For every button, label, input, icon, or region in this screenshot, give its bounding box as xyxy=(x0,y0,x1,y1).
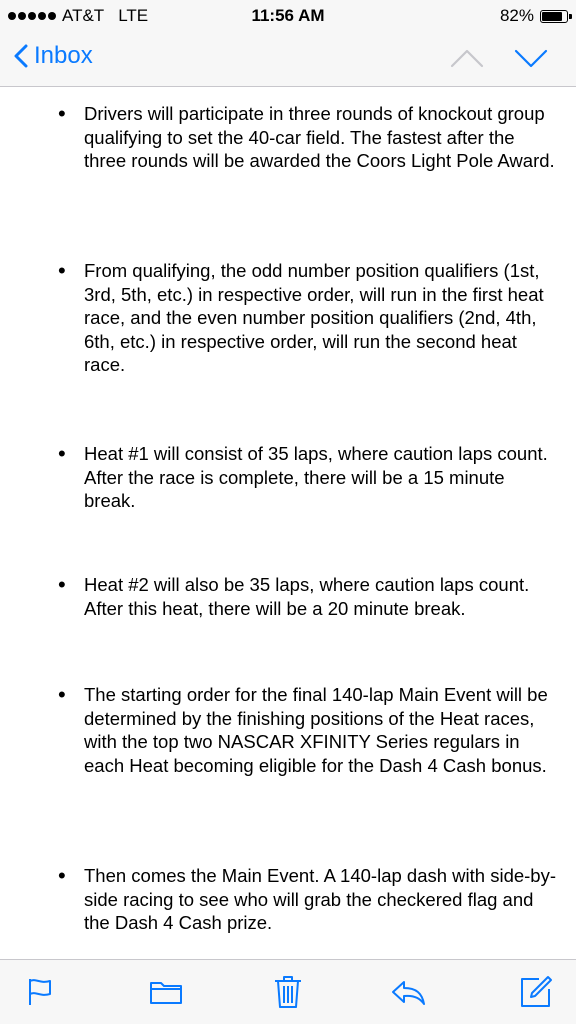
back-label: Inbox xyxy=(34,42,93,69)
bottom-toolbar xyxy=(0,959,576,1024)
nav-bar xyxy=(0,34,576,87)
carrier-name: AT&T xyxy=(62,6,105,25)
list-item xyxy=(62,442,556,513)
trash-button[interactable] xyxy=(270,974,306,1010)
trash-icon xyxy=(273,975,303,1009)
bullet-text: • Then comes the Main Event. A 140-lap dash with side-by-side racing to see who will grab the checkered flag and the Dash 4 Cash prize. xyxy=(84,865,557,933)
bullet-text: • The starting order for the final 140-lap Main Event will be determined by the finishing positions of the Heat races, with the top two NASCAR XFINITY Series regulars in each Heat becoming eligible for the Dash 4 Cash bonus. xyxy=(84,684,548,776)
status-bar xyxy=(0,0,576,34)
reply-icon xyxy=(390,978,426,1006)
folder-icon xyxy=(149,978,183,1006)
chevron-left-icon xyxy=(14,44,28,68)
compose-button[interactable] xyxy=(518,974,554,1010)
list-item xyxy=(62,573,556,620)
move-to-folder-button[interactable] xyxy=(148,974,184,1010)
bullet-text: • Heat #1 will consist of 35 laps, where caution laps count. After the race is complete, there will be a 15 minute break. xyxy=(84,443,548,511)
battery-fill xyxy=(542,12,562,21)
list-item xyxy=(62,683,556,777)
battery-percentage: 82% xyxy=(499,6,534,25)
status-time: 11:56 AM xyxy=(251,6,325,25)
battery-icon xyxy=(540,10,568,23)
flag-icon xyxy=(26,977,54,1007)
previous-message-icon[interactable] xyxy=(450,48,484,68)
list-item xyxy=(62,102,556,173)
list-item xyxy=(62,864,556,935)
reply-button[interactable] xyxy=(390,974,426,1010)
bullet-text: • Heat #2 will also be 35 laps, where caution laps count. After this heat, there will be a 20 minute break. xyxy=(84,574,530,619)
network-type: LTE xyxy=(118,6,149,25)
bullet-text: • From qualifying, the odd number position qualifiers (1st, 3rd, 5th, etc.) in respective order, will run in the first heat race, and the even number position qualifiers (2nd, 4th, 6th, etc.) in respective order, will run the second heat race. xyxy=(84,260,544,375)
status-right xyxy=(500,6,568,26)
flag-button[interactable] xyxy=(22,974,58,1010)
compose-icon xyxy=(519,975,553,1009)
message-body xyxy=(0,87,576,960)
message-navigation xyxy=(450,48,548,68)
back-to-inbox-button[interactable] xyxy=(14,42,93,70)
next-message-icon[interactable] xyxy=(514,48,548,68)
list-item xyxy=(62,259,556,377)
bullet-text: • Drivers will participate in three rounds of knockout group qualifying to set the 40-car field. The fastest after the three rounds will be awarded the Coors Light Pole Award. xyxy=(84,103,555,171)
